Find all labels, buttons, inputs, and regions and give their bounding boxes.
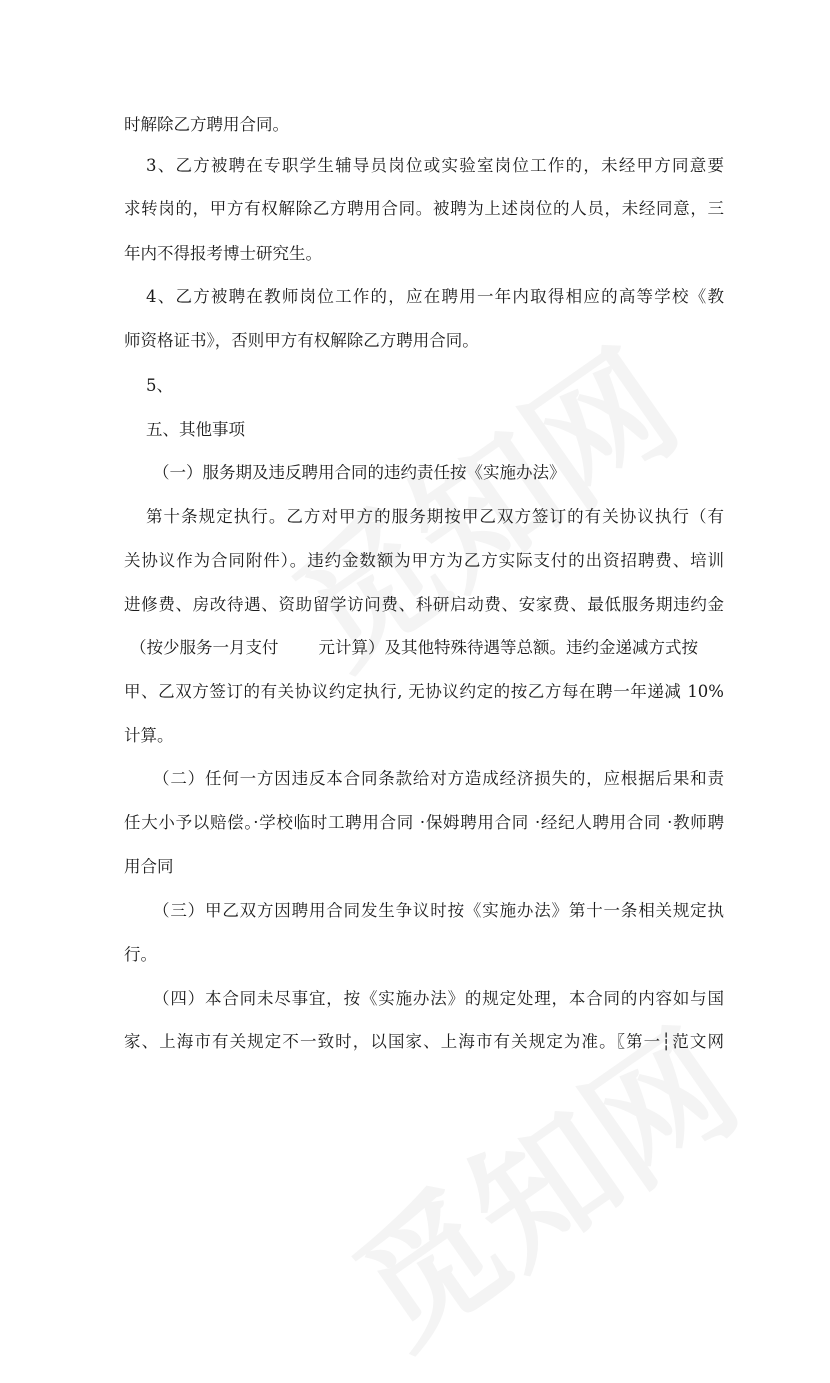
paragraph-line: 计算。 [124, 726, 174, 745]
paragraph-line: 年内不得报考博士研究生。 [124, 244, 322, 263]
list-number: 5、 [146, 376, 173, 395]
paragraph-line: 关协议作为合同附件）。违约金数额为甲方为乙方实际支付的出资招聘费、培训 [124, 551, 724, 570]
paragraph-line: 家、上海市有关规定不一致时，以国家、上海市有关规定为准。〖第一┆范文网 [124, 1032, 724, 1051]
paragraph-line: 求转岗的，甲方有权解除乙方聘用合同。被聘为上述岗位的人员，未经同意，三 [124, 199, 724, 218]
paragraph-line: 第十条规定执行。乙方对甲方的服务期按甲乙双方签订的有关协议执行（有 [146, 507, 724, 526]
paragraph-line: 用合同 [124, 857, 174, 876]
line-segment: 元计算）及其他特殊待遇等总额。违约金递减方式按 [318, 638, 698, 657]
paragraph-line: 行。 [124, 945, 157, 964]
paragraph-line: 进修费、房改待遇、资助留学访问费、科研启动费、安家费、最低服务期违约金 [124, 595, 724, 614]
paragraph-line: 任大小予以赔偿。·学校临时工聘用合同 ·保姆聘用合同 ·经纪人聘用合同 ·教师聘 [124, 813, 724, 832]
paragraph-line: （三）甲乙双方因聘用合同发生争议时按《实施办法》第十一条相关规定执 [153, 901, 724, 920]
paragraph-line [130, 637, 724, 659]
paragraph-line: 3、乙方被聘在专职学生辅导员岗位或实验室岗位工作的，未经甲方同意要 [146, 156, 724, 175]
paragraph-line: （一）服务期及违反聘用合同的违约责任按《实施办法》 [153, 463, 566, 482]
paragraph-line: 4、乙方被聘在教师岗位工作的，应在聘用一年内取得相应的高等学校《教 [146, 287, 724, 306]
paragraph-line: 甲、乙双方签订的有关协议约定执行, 无协议约定的按乙方每在聘一年递减 10% [124, 682, 724, 701]
paragraph-line: 师资格证书》，否则甲方有权解除乙方聘用合同。 [124, 331, 479, 350]
paragraph-line: （四）本合同未尽事宜，按《实施办法》的规定处理，本合同的内容如与国 [153, 989, 724, 1008]
line-segment: （按少服务一月支付 [130, 638, 279, 657]
section-heading: 五、其他事项 [146, 420, 245, 439]
paragraph-line: 时解除乙方聘用合同。 [124, 115, 289, 134]
paragraph-line: （二）任何一方因违反本合同条款给对方造成经济损失的，应根据后果和责 [153, 769, 724, 788]
